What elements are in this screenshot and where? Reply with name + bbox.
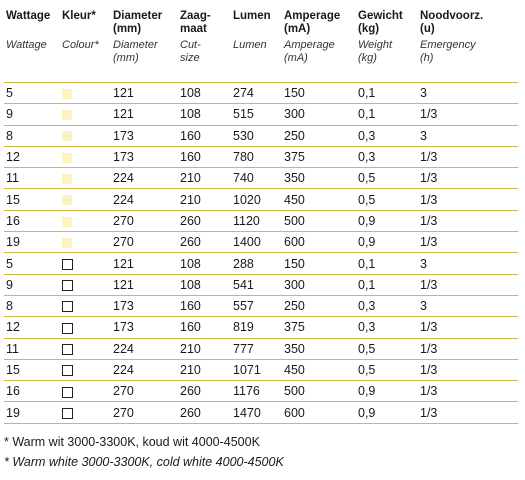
wattage-cell: 19 xyxy=(6,235,20,250)
amperage-cell: 300 xyxy=(284,107,305,122)
table-header xyxy=(4,10,518,83)
emergency-cell: 3 xyxy=(420,128,427,143)
header-label-dutch: Noodvoorz. (u) xyxy=(420,10,484,35)
cold-white-swatch xyxy=(62,280,73,291)
header-label-dutch: Kleur* xyxy=(62,10,96,22)
colour-cell xyxy=(60,126,111,146)
wattage-cell: 8 xyxy=(6,128,13,143)
weight-cell: 0,9 xyxy=(358,384,376,399)
wattage-cell: 19 xyxy=(6,405,20,420)
amperage-cell: 375 xyxy=(284,150,305,165)
wattage-cell: 12 xyxy=(6,320,20,335)
wattage-cell: 12 xyxy=(6,150,20,165)
amperage-cell: 500 xyxy=(284,213,305,228)
header-cell xyxy=(231,10,282,82)
colour-cell xyxy=(60,190,111,210)
table-row xyxy=(4,402,518,423)
header-cell xyxy=(282,10,356,82)
emergency-cell: 1/3 xyxy=(420,235,438,250)
colour-cell xyxy=(60,360,111,380)
lumen-cell: 288 xyxy=(233,256,254,271)
amperage-cell: 250 xyxy=(284,299,305,314)
header-label-english: Cut- size xyxy=(180,39,201,64)
cut-cell: 210 xyxy=(180,363,201,377)
wattage-cell: 16 xyxy=(6,384,20,399)
table-row xyxy=(4,253,518,274)
diameter-cell: 270 xyxy=(113,405,134,420)
lumen-cell: 1071 xyxy=(233,363,261,377)
lumen-cell: 557 xyxy=(233,299,254,314)
amperage-cell: 250 xyxy=(284,128,305,143)
cut-cell: 160 xyxy=(180,299,201,314)
header-label-english: Diameter (mm) xyxy=(113,39,158,64)
lumen-cell: 1400 xyxy=(233,235,261,250)
colour-cell xyxy=(60,403,111,423)
weight-cell: 0,1 xyxy=(358,107,376,122)
wattage-cell: 5 xyxy=(6,86,13,101)
diameter-cell: 270 xyxy=(113,213,134,228)
wattage-cell: 9 xyxy=(6,277,13,292)
cold-white-swatch xyxy=(62,365,73,376)
warm-white-swatch xyxy=(62,174,72,184)
diameter-cell: 173 xyxy=(113,128,134,143)
amperage-cell: 600 xyxy=(284,235,305,250)
header-label-dutch: Zaag- maat xyxy=(180,10,211,35)
header-cell xyxy=(356,10,418,82)
table-row xyxy=(4,360,518,381)
warm-white-swatch xyxy=(62,89,72,99)
amperage-cell: 500 xyxy=(284,384,305,399)
amperage-cell: 300 xyxy=(284,277,305,292)
weight-cell: 0,3 xyxy=(358,128,376,143)
table-row xyxy=(4,339,518,360)
header-label-english: Weight (kg) xyxy=(358,39,393,64)
emergency-cell: 1/3 xyxy=(420,363,438,377)
lumen-cell: 1176 xyxy=(233,384,260,399)
amperage-cell: 350 xyxy=(284,171,305,186)
lumen-cell: 1470 xyxy=(233,405,261,420)
cut-cell: 160 xyxy=(180,128,201,143)
table-row xyxy=(4,275,518,296)
footnotes xyxy=(4,432,284,472)
header-label-dutch: Amperage (mA) xyxy=(284,10,341,35)
diameter-cell: 173 xyxy=(113,320,134,335)
colour-cell xyxy=(60,232,111,252)
lumen-cell: 740 xyxy=(233,171,254,186)
header-cell xyxy=(178,10,231,82)
cut-cell: 108 xyxy=(180,256,201,271)
diameter-cell: 121 xyxy=(113,256,134,271)
cut-cell: 210 xyxy=(180,171,201,186)
cold-white-swatch xyxy=(62,408,73,419)
lumen-cell: 1120 xyxy=(233,213,260,228)
cut-cell: 108 xyxy=(180,86,201,101)
amperage-cell: 150 xyxy=(284,86,305,101)
cut-cell: 260 xyxy=(180,384,201,399)
weight-cell: 0,3 xyxy=(358,150,376,165)
colour-cell xyxy=(60,104,111,124)
wattage-cell: 15 xyxy=(6,363,20,377)
colour-cell xyxy=(60,211,111,231)
emergency-cell: 1/3 xyxy=(420,320,438,335)
header-label-dutch: Gewicht (kg) xyxy=(358,10,403,35)
header-label-english: Lumen xyxy=(233,39,267,51)
lumen-cell: 1020 xyxy=(233,192,261,207)
wattage-cell: 5 xyxy=(6,256,13,271)
weight-cell: 0,9 xyxy=(358,213,376,228)
header-label-english: Colour* xyxy=(62,39,99,51)
footnote-english: * Warm white 3000-3300K, cold white 4000-4500K xyxy=(4,455,284,469)
amperage-cell: 375 xyxy=(284,320,305,335)
header-cell xyxy=(111,10,178,82)
lumen-cell: 274 xyxy=(233,86,254,101)
diameter-cell: 173 xyxy=(113,299,134,314)
emergency-cell: 1/3 xyxy=(420,341,438,356)
diameter-cell: 270 xyxy=(113,235,134,250)
colour-cell xyxy=(60,254,111,274)
weight-cell: 0,5 xyxy=(358,363,376,377)
emergency-cell: 3 xyxy=(420,299,427,314)
cut-cell: 210 xyxy=(180,341,201,356)
cut-cell: 108 xyxy=(180,107,201,122)
header-cell xyxy=(60,10,111,82)
warm-white-swatch xyxy=(62,238,72,248)
header-cell xyxy=(418,10,504,82)
lumen-cell: 530 xyxy=(233,128,254,143)
cold-white-swatch xyxy=(62,323,73,334)
emergency-cell: 1/3 xyxy=(420,405,438,420)
diameter-cell: 173 xyxy=(113,150,134,165)
diameter-cell: 224 xyxy=(113,363,134,377)
diameter-cell: 224 xyxy=(113,192,134,207)
cut-cell: 210 xyxy=(180,192,201,207)
amperage-cell: 150 xyxy=(284,256,305,271)
header-label-dutch: Wattage xyxy=(6,10,51,22)
header-label-dutch: Diameter (mm) xyxy=(113,10,163,35)
warm-white-swatch xyxy=(62,110,72,120)
wattage-cell: 11 xyxy=(6,171,19,186)
diameter-cell: 224 xyxy=(113,341,134,356)
table-row xyxy=(4,317,518,338)
diameter-cell: 121 xyxy=(113,107,134,122)
table-row xyxy=(4,296,518,317)
cut-cell: 260 xyxy=(180,213,201,228)
colour-cell xyxy=(60,296,111,316)
emergency-cell: 1/3 xyxy=(420,192,438,207)
weight-cell: 0,9 xyxy=(358,405,376,420)
emergency-cell: 3 xyxy=(420,86,427,101)
colour-cell xyxy=(60,168,111,188)
diameter-cell: 121 xyxy=(113,86,134,101)
wattage-cell: 16 xyxy=(6,213,20,228)
diameter-cell: 224 xyxy=(113,171,134,186)
weight-cell: 0,1 xyxy=(358,86,376,101)
cut-cell: 160 xyxy=(180,320,201,335)
table-row xyxy=(4,189,518,210)
amperage-cell: 450 xyxy=(284,363,305,377)
cold-white-swatch xyxy=(62,301,73,312)
weight-cell: 0,3 xyxy=(358,299,376,314)
amperage-cell: 450 xyxy=(284,192,305,207)
amperage-cell: 600 xyxy=(284,405,305,420)
emergency-cell: 1/3 xyxy=(420,171,438,186)
cold-white-swatch xyxy=(62,344,73,355)
emergency-cell: 1/3 xyxy=(420,150,438,165)
weight-cell: 0,1 xyxy=(358,256,376,271)
warm-white-swatch xyxy=(62,153,72,163)
table-row xyxy=(4,147,518,168)
emergency-cell: 1/3 xyxy=(420,213,438,228)
lumen-cell: 541 xyxy=(233,277,254,292)
header-label-dutch: Lumen xyxy=(233,10,271,22)
table-row xyxy=(4,232,518,253)
wattage-cell: 8 xyxy=(6,299,13,314)
warm-white-swatch xyxy=(62,131,72,141)
diameter-cell: 121 xyxy=(113,277,134,292)
warm-white-swatch xyxy=(62,195,72,205)
cold-white-swatch xyxy=(62,387,73,398)
colour-cell xyxy=(60,381,111,401)
emergency-cell: 1/3 xyxy=(420,384,438,399)
cut-cell: 108 xyxy=(180,277,201,292)
lumen-cell: 819 xyxy=(233,320,254,335)
spec-table xyxy=(4,10,518,424)
table-row xyxy=(4,168,518,189)
diameter-cell: 270 xyxy=(113,384,134,399)
emergency-cell: 1/3 xyxy=(420,277,438,292)
header-cell xyxy=(4,10,60,82)
emergency-cell: 1/3 xyxy=(420,107,438,122)
footnote-dutch: * Warm wit 3000-3300K, koud wit 4000-4500K xyxy=(4,435,260,449)
cold-white-swatch xyxy=(62,259,73,270)
table-row xyxy=(4,126,518,147)
table-row xyxy=(4,83,518,104)
cut-cell: 160 xyxy=(180,150,201,165)
header-label-english: Emergency (h) xyxy=(420,39,476,64)
weight-cell: 0,9 xyxy=(358,235,376,250)
colour-cell xyxy=(60,147,111,167)
header-label-english: Amperage (mA) xyxy=(284,39,335,64)
weight-cell: 0,5 xyxy=(358,171,376,186)
emergency-cell: 3 xyxy=(420,256,427,271)
warm-white-swatch xyxy=(62,217,72,227)
table-row xyxy=(4,211,518,232)
colour-cell xyxy=(60,83,111,103)
weight-cell: 0,5 xyxy=(358,341,376,356)
lumen-cell: 515 xyxy=(233,107,254,122)
header-label-english: Wattage xyxy=(6,39,47,51)
colour-cell xyxy=(60,339,111,359)
amperage-cell: 350 xyxy=(284,341,305,356)
weight-cell: 0,1 xyxy=(358,277,376,292)
cut-cell: 260 xyxy=(180,235,201,250)
wattage-cell: 15 xyxy=(6,192,20,207)
colour-cell xyxy=(60,275,111,295)
colour-cell xyxy=(60,317,111,337)
wattage-cell: 11 xyxy=(6,341,19,356)
table-body xyxy=(4,83,518,424)
wattage-cell: 9 xyxy=(6,107,13,122)
cut-cell: 260 xyxy=(180,405,201,420)
lumen-cell: 780 xyxy=(233,150,254,165)
weight-cell: 0,3 xyxy=(358,320,376,335)
weight-cell: 0,5 xyxy=(358,192,376,207)
lumen-cell: 777 xyxy=(233,341,254,356)
table-row xyxy=(4,381,518,402)
table-row xyxy=(4,104,518,125)
